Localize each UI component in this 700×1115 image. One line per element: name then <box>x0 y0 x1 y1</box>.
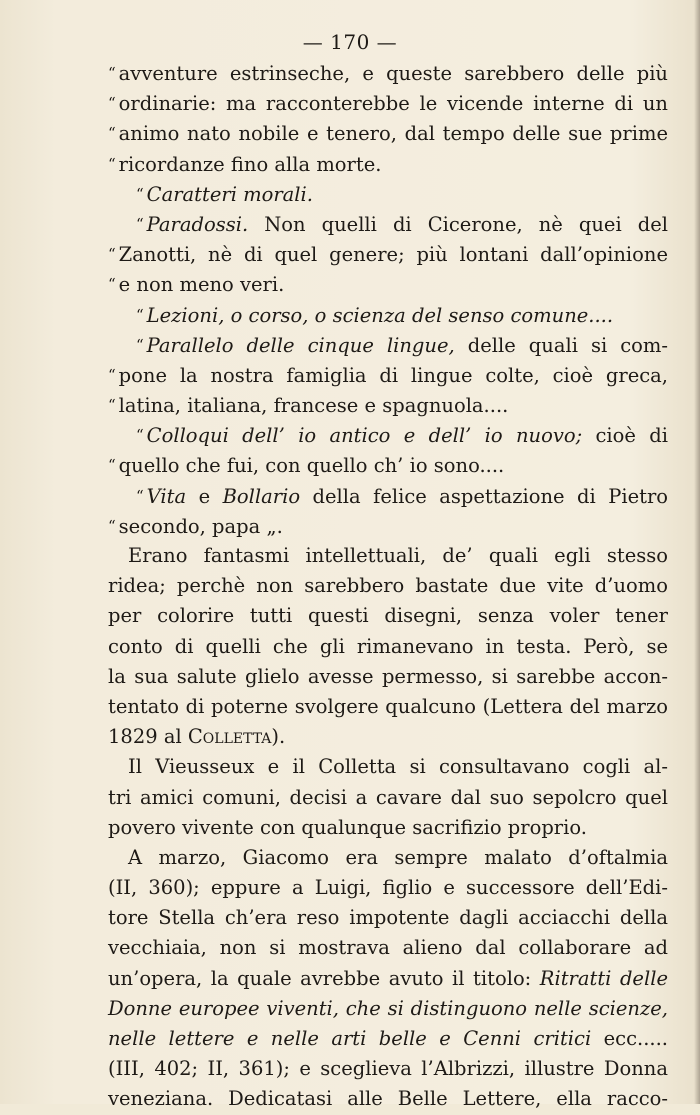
quote-mark: “ <box>136 214 144 233</box>
text-line <box>108 118 668 148</box>
italic-text: nelle lettere e nelle arti belle e Cenni critici <box>108 1027 592 1050</box>
text-line <box>108 511 668 541</box>
page-number: — 170 — <box>302 30 398 54</box>
line-text: avventure estrinseche, e queste sarebbero delle più <box>118 62 668 85</box>
text-line <box>108 300 668 330</box>
quote-mark: “ <box>108 124 116 143</box>
quote-mark: “ <box>108 245 116 264</box>
line-text: povero vivente con qualunque sacrifizio proprio. <box>108 815 587 839</box>
line-text: Il Vieusseux e il Colletta si consultavano cogli al- <box>128 755 668 779</box>
line-text: conto di quelli che gli rimanevano in testa. Però, se <box>108 634 668 658</box>
line-text: ridea; perchè non sarebbero bastate due vite d’uomo <box>108 574 668 598</box>
text-line <box>108 269 668 299</box>
line-text: secondo, papa „. <box>118 514 283 538</box>
italic-text: Bollario <box>222 484 301 508</box>
quote-mark: “ <box>136 486 144 505</box>
quote-mark: “ <box>108 516 116 535</box>
line-text: ordinarie: ma racconterebbe le vicende interne di un <box>118 92 668 116</box>
italic-text: Vita <box>146 484 187 508</box>
quote-mark: “ <box>108 94 116 113</box>
text-line <box>108 239 668 269</box>
text-line <box>108 994 668 1024</box>
italic-text: Colloqui dell’ io antico e dell’ io nuovo; <box>146 424 583 448</box>
line-text: e non meno veri. <box>118 273 285 297</box>
line-text: tentato di poterne svolgere qualcuno (Lettera del marzo <box>108 694 668 718</box>
body-text <box>108 58 668 1115</box>
text-line <box>108 632 668 662</box>
line-text: ecc..... <box>591 1027 668 1050</box>
line-text: latina, italiana, francese e spagnuola.... <box>118 394 509 418</box>
line-text: della felice aspettazione di Pietro <box>300 484 669 508</box>
line-text: Zanotti, nè di quel genere; più lontani dall’opinione <box>118 243 668 267</box>
text-line <box>108 1084 668 1114</box>
line-text: delle quali si com- <box>454 333 668 357</box>
line-text: tri amici comuni, decisi a cavare dal suo sepolcro quel <box>108 785 668 809</box>
line-text: un’opera, la quale avrebbe avuto il titolo: <box>108 966 540 990</box>
italic-text: Ritratti delle <box>539 966 668 990</box>
line-text: e <box>186 484 223 508</box>
line-text: veneziana. Dedicatasi alle Belle Lettere, ella racco- <box>108 1087 668 1111</box>
text-line <box>108 662 668 692</box>
quote-mark: “ <box>108 396 116 415</box>
quote-mark: “ <box>108 64 116 82</box>
italic-text: Donne europee viventi, che si distinguono nelle scienze, <box>108 996 668 1020</box>
quote-mark: “ <box>108 275 116 294</box>
line-text: per colorire tutti questi disegni, senza voler tener <box>108 604 668 628</box>
line-text: 1829 al <box>108 725 188 749</box>
quote-mark: “ <box>136 184 144 203</box>
line-text: Erano fantasmi intellettuali, de’ quali egli stesso <box>128 544 668 567</box>
text-line <box>108 360 668 390</box>
line-text: vecchiaia, non si mostrava alieno dal collaborare ad <box>108 936 668 960</box>
text-line <box>108 964 668 994</box>
text-line <box>108 1024 668 1054</box>
line-text: (III, 402; II, 361); e sceglieva l’Albrizzi, illustre Donna <box>108 1057 668 1081</box>
smallcaps-text: Colletta <box>187 725 272 749</box>
quote-mark: “ <box>108 365 116 384</box>
quote-mark: “ <box>136 335 144 354</box>
line-text: cioè di <box>582 424 669 448</box>
text-line <box>108 209 668 239</box>
line-text: pone la nostra famiglia di lingue colte, cioè greca, <box>118 363 668 387</box>
text-line <box>108 601 668 631</box>
text-line <box>108 903 668 933</box>
text-line <box>108 692 668 722</box>
text-line <box>108 481 668 511</box>
text-line <box>108 330 668 360</box>
text-line <box>108 149 668 179</box>
line-text: animo nato nobile e tenero, dal tempo delle sue prime <box>118 122 668 146</box>
text-line <box>108 450 668 480</box>
text-line <box>108 783 668 813</box>
line-text: quello che fui, con quello ch’ io sono.... <box>118 454 505 478</box>
line-text: tore Stella ch’era reso impotente dagli acciacchi della <box>108 906 668 930</box>
quote-mark: “ <box>108 456 116 475</box>
italic-text: Parallelo delle cinque lingue, <box>146 333 455 357</box>
text-line <box>108 88 668 118</box>
quote-mark: “ <box>108 154 116 173</box>
line-text: la sua salute glielo avesse permesso, si sarebbe accon- <box>108 664 668 688</box>
page-edge-shadow <box>694 0 700 1104</box>
quote-mark: “ <box>136 305 144 324</box>
quote-mark: “ <box>136 426 144 445</box>
text-line <box>108 933 668 963</box>
text-line <box>108 541 668 571</box>
text-line <box>108 1054 668 1084</box>
text-line <box>108 722 668 752</box>
text-line <box>108 571 668 601</box>
line-text: ricordanze fino alla morte. <box>118 152 382 176</box>
italic-text: Paradossi. <box>146 212 249 236</box>
text-line <box>108 58 668 88</box>
line-text: (II, 360); eppure a Luigi, figlio e successore dell’Edi- <box>108 876 668 900</box>
text-line <box>108 873 668 903</box>
line-text: Non quelli di Cicerone, nè quei del <box>248 212 668 236</box>
text-line <box>108 390 668 420</box>
text-line <box>108 420 668 450</box>
text-line <box>108 752 668 782</box>
line-text: A marzo, Giacomo era sempre malato d’oftalmia <box>128 845 668 869</box>
line-text: ). <box>271 725 286 749</box>
text-line <box>108 843 668 873</box>
text-line <box>108 179 668 209</box>
italic-text: Caratteri morali. <box>146 182 313 206</box>
text-line <box>108 813 668 843</box>
italic-text: Lezioni, o corso, o scienza del senso comune.... <box>146 303 614 327</box>
